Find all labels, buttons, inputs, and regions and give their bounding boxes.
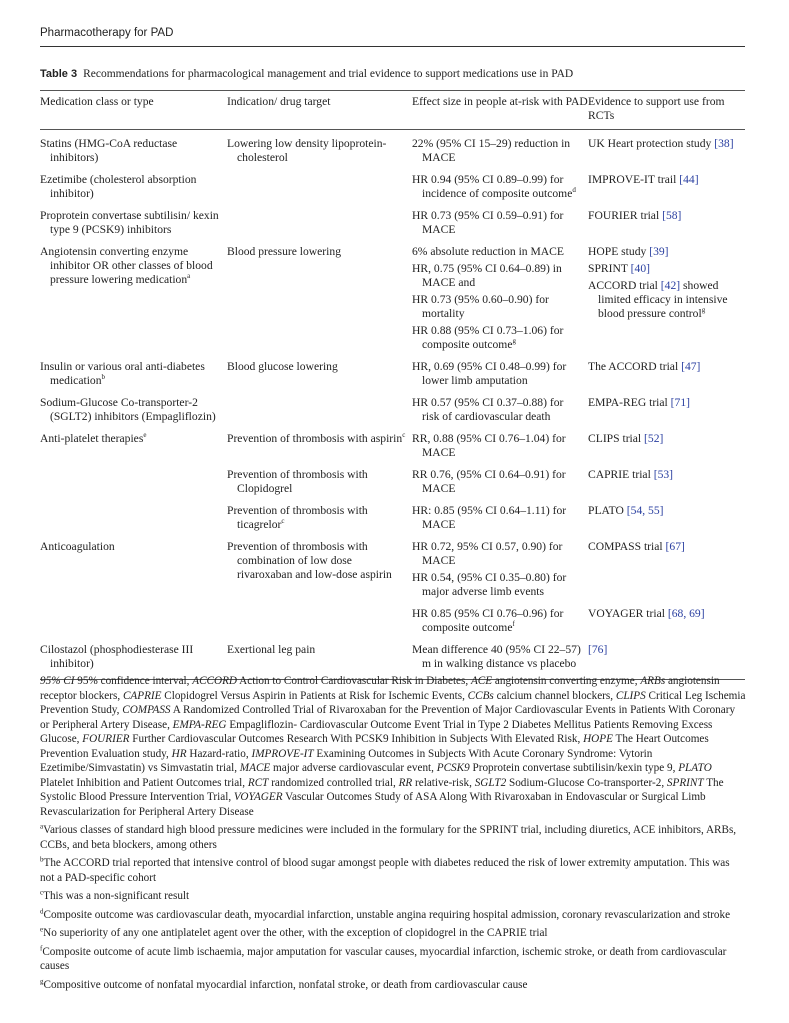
trial-name: ACCORD trial (588, 279, 658, 292)
abbreviation-definition: The Heart Outcomes Prevention Evaluation study (40, 733, 709, 760)
evidence-cell (588, 540, 745, 607)
reference-link[interactable]: [38] (714, 137, 734, 150)
effect-size-cell (412, 468, 588, 504)
medication-class-cell (40, 468, 227, 504)
effect-size (412, 262, 582, 290)
evidence (588, 209, 739, 223)
table-row (40, 432, 745, 468)
effect-size (412, 504, 582, 532)
effect-size (412, 468, 582, 496)
footnote-mark: c (402, 431, 406, 440)
footnote (40, 926, 746, 941)
effect-size (412, 360, 582, 388)
col-header-evidence: Evidence to support use from RCTs (588, 95, 725, 122)
footnote-mark: a (40, 822, 44, 831)
medication-class-cell (40, 130, 227, 174)
indication: Lowering low density lipoprotein-cholesterol (227, 137, 387, 164)
footnote (40, 856, 746, 885)
footnote-mark: c (40, 888, 44, 897)
evidence-cell (588, 360, 745, 396)
evidence (588, 540, 739, 554)
effect-size-cell (412, 432, 588, 468)
reference-link[interactable]: [52] (644, 432, 664, 445)
abbreviation-term: HOPE (583, 733, 613, 745)
medication-class: Angiotensin converting enzyme inhibitor OR other classes of blood pressure lowering medication (40, 245, 213, 286)
effect-size (412, 607, 582, 635)
evidence (588, 262, 739, 276)
effect-size-cell (412, 245, 588, 360)
abbreviation-definition: Clopidogrel Versus Aspirin in Patients at Risk for Ischemic Events (164, 689, 463, 702)
effect-size (412, 324, 582, 352)
abbreviation-term: CLIPS (615, 689, 646, 702)
effect-size-cell (412, 540, 588, 607)
abbreviation-definition: A Randomized Controlled Trial of Rivaroxaban for the Prevention of Major Cardiovascular Events in Patients With Coronary or Peripheral Artery Disease (40, 704, 736, 731)
footnote-text: The ACCORD trial reported that intensive control of blood sugar amongst people with diabetes reduced the risk of lower extremity amputation. This was not a PAD-specific cohort (40, 857, 730, 884)
effect-size (412, 137, 582, 165)
footnote-mark: d (40, 906, 44, 915)
footnote-mark: b (101, 373, 106, 382)
trial-name: HOPE study (588, 245, 647, 258)
trial-name: UK Heart protection study (588, 137, 712, 150)
effect-size (412, 643, 582, 671)
evidence (588, 643, 739, 657)
effect-size-cell (412, 504, 588, 540)
abbreviation-term: PLATO (678, 762, 712, 774)
effect-size-cell (412, 209, 588, 245)
table-row (40, 504, 745, 540)
reference-link[interactable]: [44] (679, 173, 699, 186)
abbreviation-definition: Hazard-ratio (189, 747, 246, 760)
abbreviation-term: MACE (239, 762, 271, 774)
medication-class-cell (40, 396, 227, 432)
trial-name: IMPROVE-IT trail (588, 173, 677, 186)
abbreviation-term: IMPROVE-IT (251, 747, 314, 760)
trial-name: CLIPS trial (588, 432, 642, 445)
trial-name: CAPRIE trial (588, 468, 651, 481)
effect-text: RR, 0.88 (95% CI 0.76–1.04) for MACE (412, 432, 566, 459)
evidence (588, 432, 739, 446)
table-row (40, 468, 745, 504)
indication: Prevention of thrombosis with combination of low dose rivaroxaban and low-dose aspirin (227, 540, 392, 581)
medication-class: Anticoagulation (40, 540, 115, 553)
evidence-note: showed limited efficacy in intensive blood pressure control (598, 279, 728, 320)
effect-text: HR 0.88 (95% CI 0.73–1.06) for composite outcome (412, 324, 564, 351)
abbreviation-term: CCBs (467, 689, 494, 702)
indication: Exertional leg pain (227, 643, 316, 656)
evidence (588, 137, 739, 151)
col-header-medication: Medication class or type (40, 95, 154, 108)
table-row (40, 245, 745, 360)
evidence-cell (588, 130, 745, 174)
effect-text: Mean difference 40 (95% CI 22–57) m in walking distance vs placebo (412, 643, 581, 670)
table-row (40, 130, 745, 174)
effect-size (412, 293, 582, 321)
reference-link[interactable]: [39] (649, 245, 669, 258)
table-label: Table 3 (40, 68, 78, 80)
evidence (588, 245, 739, 259)
indication-cell (227, 432, 412, 468)
medication-class: Statins (HMG-CoA reductase inhibitors) (40, 137, 178, 164)
abbreviation-term: ACCORD (192, 675, 237, 687)
col-header-indication: Indication/ drug target (227, 95, 331, 108)
abbreviation-definition: The Systolic Blood Pressure Intervention Trial (40, 776, 724, 803)
indication-cell (227, 504, 412, 540)
footnote (40, 823, 746, 852)
footnote-mark: g (512, 337, 516, 346)
table-footnotes (40, 674, 746, 996)
effect-size (412, 571, 582, 599)
evidence (588, 360, 739, 374)
abbreviation-term: RCT (247, 776, 269, 789)
trial-name: FOURIER trial (588, 209, 660, 222)
effect-size (412, 173, 582, 201)
effect-text: HR, 0.75 (95% CI 0.64–0.89) in MACE and (412, 262, 562, 289)
abbreviation-definition: randomized controlled trial (271, 776, 393, 789)
abbreviation-definition: angiotensin receptor blockers (40, 675, 720, 702)
medication-class: Proprotein convertase subtilisin/ kexin type 9 (PCSK9) inhibitors (40, 209, 219, 236)
indication-cell (227, 396, 412, 432)
effect-text: HR 0.73 (95% 0.60–0.90) for mortality (412, 293, 549, 320)
evidence (588, 396, 739, 410)
indication-cell (227, 360, 412, 396)
abbreviation-definition: angiotensin converting enzyme (494, 675, 635, 687)
reference-link[interactable]: [54, 55] (626, 504, 664, 517)
abbreviation-definition: relative-risk (415, 776, 470, 789)
effect-size-cell (412, 607, 588, 643)
evidence (588, 173, 739, 187)
evidence-cell (588, 396, 745, 432)
abbreviation-term: SGLT2 (474, 776, 507, 789)
footnote-mark: f (40, 943, 43, 952)
abbreviation-term: PCSK9 (436, 762, 470, 774)
trial-name: The ACCORD trial (588, 360, 679, 373)
medication-class-cell (40, 432, 227, 468)
abbreviation-definition: 95% confidence interval (77, 675, 187, 687)
indication-cell (227, 209, 412, 245)
running-head: Pharmacotherapy for PAD (40, 27, 174, 39)
effect-text: HR 0.54, (95% CI 0.35–0.80) for major adverse limb events (412, 571, 567, 598)
effect-text: HR 0.57 (95% CI 0.37–0.88) for risk of cardiovascular death (412, 396, 564, 423)
abbreviation-definition: Examining Outcomes in Subjects With Acute Coronary Syndrome: Vytorin Ezetimibe/Simvastatin) vs Simvastatin trial (40, 747, 653, 774)
indication-cell (227, 540, 412, 607)
table-caption (40, 68, 573, 80)
indication: Blood pressure lowering (227, 245, 341, 258)
evidence-cell (588, 607, 745, 643)
indication: Prevention of thrombosis with Clopidogrel (227, 468, 368, 495)
effect-size (412, 396, 582, 424)
effect-size-cell (412, 396, 588, 432)
table-row (40, 209, 745, 245)
abbreviation-term: SPRINT (666, 776, 704, 789)
abbreviation-definition: Proprotein convertase subtilisin/kexin type 9 (472, 762, 673, 774)
evidence-cell (588, 173, 745, 209)
reference-link[interactable]: [67] (665, 540, 685, 553)
abbreviation-definition: Sodium-Glucose Co-transporter-2 (508, 776, 662, 789)
reference-link[interactable]: [53] (653, 468, 674, 481)
evidence-cell (588, 468, 745, 504)
effect-text: HR 0.72, 95% CI 0.57, 0.90) for MACE (412, 540, 563, 567)
indication: Blood glucose lowering (227, 360, 338, 373)
reference-link[interactable]: [40] (630, 262, 650, 275)
footnote (40, 908, 746, 923)
footnote (40, 945, 746, 974)
footnote-mark: c (281, 517, 285, 526)
evidence (588, 279, 739, 321)
indication-cell (227, 468, 412, 504)
footnote-mark: e (143, 431, 147, 440)
effect-text: RR 0.76, (95% CI 0.64–0.91) for MACE (412, 468, 566, 495)
abbreviation-definition: major adverse cardiovascular event (273, 762, 432, 774)
abbreviation-definition: Further Cardiovascular Outcomes Research With PCSK9 Inhibition in Subjects With Elevated Risk (132, 733, 578, 745)
medication-class: Insulin or various oral anti-diabetes medication (40, 360, 205, 387)
abbreviations-note: 95% CI 95% confidence interval, ACCORD Action to Control Cardiovascular Risk in Diabetes, ACE angiotensin converting enzyme, ARBs angiotensin receptor blockers, CAPRIE Clopidogrel Versus Aspirin in Patients at Risk for Ischemic Events, CCBs calcium channel blockers, CLIPS Critical Leg Ischemia Prevention Study, COMPASS A Randomized Controlled Trial of Rivaroxaban for the Prevention of Major Cardiovascular Events in Patients With Coronary or Peripheral Artery Disease, EMPA-REG Empagliflozin- Cardiovascular Outcome Event Trial in Type 2 Diabetes Mellitus Patients Removing Excess Glucose, FOURIER Further Cardiovascular Outcomes Research With PCSK9 Inhibition in Subjects With Elevated Risk, HOPE The Heart Outcomes Prevention Evaluation study, HR Hazard-ratio, IMPROVE-IT Examining Outcomes in Subjects With Acute Coronary Syndrome: Vytorin Ezetimibe/Simvastatin) vs Simvastatin trial, MACE major adverse cardiovascular event, PCSK9 Proprotein convertase subtilisin/kexin type 9, PLATO Platelet Inhibition and Patient Outcomes trial, RCT randomized controlled trial, RR relative-risk, SGLT2 Sodium-Glucose Co-transporter-2, SPRINT The Systolic Blood Pressure Intervention Trial, VOYAGER Vascular Outcomes Study of ASA Along With Rivaroxaban in Endovascular or Surgical Limb Revascularization for Peripheral Artery Disease (40, 675, 746, 818)
abbreviation-term: CAPRIE (122, 689, 162, 702)
footnote-text: No superiority of any one antiplatelet agent over the other, with the exception of clopidogrel in the CAPRIE trial (43, 927, 548, 939)
evidence (588, 607, 739, 621)
abbreviation-definition: calcium channel blockers (496, 689, 611, 702)
footnote-mark: b (40, 855, 44, 864)
footnote (40, 889, 746, 904)
effect-size-cell (412, 130, 588, 174)
abbreviation-definition: Vascular Outcomes Study of ASA Along With Rivaroxaban in Endovascular or Surgical Limb Revascularization for Peripheral Artery Disease (40, 791, 706, 818)
medication-class-cell (40, 173, 227, 209)
table-row (40, 540, 745, 607)
footnote-mark: g (40, 976, 44, 985)
table-row (40, 360, 745, 396)
effect-text: HR 0.73 (95% CI 0.59–0.91) for MACE (412, 209, 564, 236)
abbreviation-definition: Critical Leg Ischemia Prevention Study (40, 689, 746, 716)
medication-class-cell (40, 504, 227, 540)
trial-name: VOYAGER trial (588, 607, 665, 620)
evidence-cell (588, 245, 745, 360)
abbreviation-definition: Platelet Inhibition and Patient Outcomes trial (40, 776, 243, 789)
effect-size (412, 540, 582, 568)
indication-cell (227, 607, 412, 643)
effect-text: HR: 0.85 (95% CI 0.64–1.11) for MACE (412, 504, 567, 531)
footnote-mark: a (187, 272, 191, 281)
effect-size (412, 245, 582, 259)
effect-text: HR 0.94 (95% CI 0.89–0.99) for incidence of composite outcome (412, 173, 573, 200)
abbreviation-term: 95% CI (40, 675, 75, 687)
table-row (40, 607, 745, 643)
evidence (588, 504, 739, 518)
effect-size-cell (412, 360, 588, 396)
medication-class-cell (40, 245, 227, 360)
header-rule (40, 46, 745, 47)
abbreviation-term: ARBs (640, 675, 666, 687)
reference-link[interactable]: [68, 69] (667, 607, 705, 620)
footnote-mark: d (572, 186, 576, 195)
indication: Prevention of thrombosis with aspirin (227, 432, 403, 445)
effect-text: HR, 0.69 (95% CI 0.48–0.99) for lower limb amputation (412, 360, 567, 387)
effect-text: HR 0.85 (95% CI 0.76–0.96) for composite outcome (412, 607, 564, 634)
trial-name: PLATO (588, 504, 624, 517)
effect-size-cell (412, 173, 588, 209)
effect-size (412, 432, 582, 460)
abbreviation-term: HR (171, 747, 187, 760)
indication: Prevention of thrombosis with ticagrelor (227, 504, 368, 531)
evidence-cell (588, 432, 745, 468)
indication-cell (227, 173, 412, 209)
abbreviation-definition: Empagliflozin- Cardiovascular Outcome Event Trial in Type 2 Diabetes Mellitus Patients Removing Excess Glucose (40, 718, 713, 745)
recommendations-table (40, 90, 745, 680)
abbreviation-term: COMPASS (122, 704, 171, 716)
abbreviation-term: FOURIER (82, 733, 130, 745)
medication-class: Anti-platelet therapies (40, 432, 144, 445)
footnote-mark: g (701, 306, 706, 315)
medication-class: Ezetimibe (cholesterol absorption inhibitor) (40, 173, 197, 200)
evidence-cell (588, 504, 745, 540)
footnote-text: Composite outcome was cardiovascular death, myocardial infarction, unstable angina requiring hospital admission, coronary revascularization and stroke (43, 908, 731, 921)
evidence (588, 468, 739, 482)
abbreviation-term: ACE (470, 675, 493, 687)
medication-class: Cilostazol (phosphodiesterase III inhibitor) (40, 643, 194, 670)
abbreviation-term: VOYAGER (233, 791, 283, 803)
footnote-text: Various classes of standard high blood pressure medicines were included in the formulary for the SPRINT trial, including diuretics, ACE inhibitors, ARBs, CCBs, and beta blockers, among others (40, 824, 737, 851)
reference-link[interactable]: [76] (588, 643, 608, 656)
reference-link[interactable]: [47] (681, 360, 701, 373)
reference-link[interactable]: [71] (670, 396, 690, 409)
reference-link[interactable]: [42] (660, 279, 681, 292)
medication-class-cell (40, 209, 227, 245)
medication-class-cell (40, 540, 227, 607)
table-row (40, 396, 745, 432)
footnote-text: Composite outcome of acute limb ischaemia, major amputation for vascular causes, myocardial infarction, ischemic stroke, or death from cardiovascular causes (40, 945, 727, 972)
medication-class: Sodium-Glucose Co-transporter-2 (SGLT2) inhibitors (Empagliflozin) (40, 396, 216, 423)
evidence-cell (588, 209, 745, 245)
footnote-mark: e (40, 925, 44, 934)
trial-name: EMPA-REG trial (588, 396, 668, 409)
table-row (40, 173, 745, 209)
medication-class-cell (40, 607, 227, 643)
effect-size (412, 209, 582, 237)
caption-text: Recommendations for pharmacological management and trial evidence to support medications use in PAD (83, 68, 574, 80)
abbreviation-term: RR (398, 776, 413, 789)
footnote-text: Compositive outcome of nonfatal myocardial infarction, nonfatal stroke, or death from cardiovascular cause (43, 978, 528, 991)
effect-text: 22% (95% CI 15–29) reduction in MACE (412, 137, 571, 164)
col-header-effect: Effect size in people at-risk with PAD (412, 95, 588, 108)
indication-cell (227, 245, 412, 360)
trial-name: COMPASS trial (588, 540, 663, 553)
medication-class-cell (40, 360, 227, 396)
table-header-row (40, 91, 745, 130)
footnote-mark: f (512, 620, 515, 629)
reference-link[interactable]: [58] (662, 209, 682, 222)
footnote-text: This was a non-significant result (43, 890, 190, 902)
abbreviation-definition: Action to Control Cardiovascular Risk in Diabetes (239, 675, 466, 687)
trial-name: SPRINT (588, 262, 628, 275)
effect-text: 6% absolute reduction in MACE (412, 245, 564, 258)
abbreviation-term: EMPA-REG (172, 718, 227, 731)
footnote (40, 978, 746, 993)
indication-cell (227, 130, 412, 174)
